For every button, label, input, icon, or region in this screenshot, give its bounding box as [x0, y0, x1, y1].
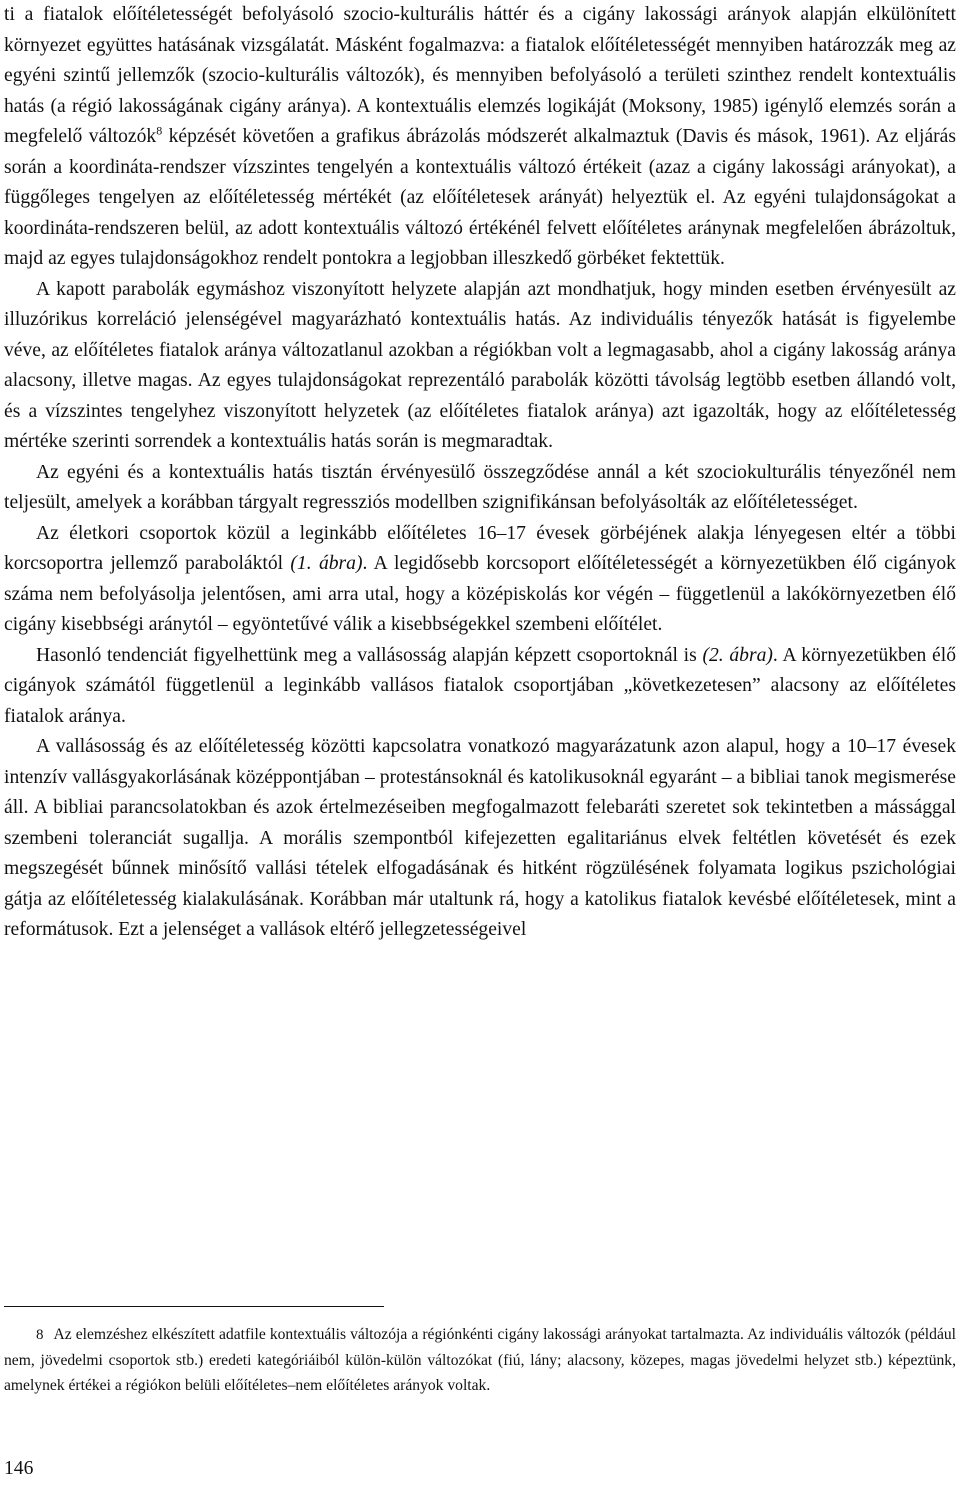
paragraph-text: Az életkori csoportok közül a leginkább előítéletes 16–17 évesek görbéjének alakja lényegesen eltér a többi korcsoportra jellemző paraboláktól	[4, 522, 956, 574]
paragraph-text: képzését követően a grafikus ábrázolás módszerét alkalmaztuk (Davis és mások, 1961). Az eljárás során a koordináta-rendszer vízszintes tengelyén a kontextuális változó értékeit (azaz a cigány lakossági arányokat), a függőleges tengelyen az előítéletesség mértékét (az előítéletesek arányát) helyeztük el. Az egyéni tulajdonságokat a koordináta-rendszeren belül, az adott kontextuális változó értékénél felvett előítéletes aránynak megfelelően ábrázoltuk, majd az egyes tulajdonságokhoz rendelt pontokra a legjobban illeszkedő görbéket fektettük.	[4, 126, 956, 269]
paragraph-text: Hasonló tendenciát figyelhettünk meg a vallásosság alapján képzett csoportoknál is	[36, 644, 703, 666]
figure-reference: (2. ábra)	[702, 644, 773, 666]
paragraph-text: . A környezetükben élő cigányok számától függetlenül a leginkább vallásos fiatalok csoportjában „következetesen” alacsony az előítéletes fiatalok aránya.	[4, 644, 956, 727]
paragraph	[4, 519, 956, 641]
page-body	[4, 0, 956, 946]
paragraph-text: ti a fiatalok előítéletességét befolyásoló szocio-kulturális háttér és a cigány lakossági arányok alapján elkülönített környezet együttes hatásának vizsgálatát. Másként fogalmazva: a fiatalok előítéletességét mennyiben határozzák meg az egyéni szintű jellemzők (szocio-kulturális változók), és mennyiben befolyásoló a területi szinthez rendelt kontextuális hatás (a régió lakosságának cigány aránya). A kontextuális elemzés logikáját (Moksony, 1985) igénylő elemzés során a megfelelő változók	[4, 4, 956, 147]
paragraph	[4, 458, 956, 519]
paragraph	[4, 275, 956, 458]
footnote-mark: 8	[36, 1327, 44, 1343]
paragraph-text: . A legidősebb korcsoport előítéletességét a környezetükben élő cigányok száma nem befolyásolja jelentősen, ami arra utal, hogy a középiskolás kor végén – függetlenül a lakókörnyezetben élő cigány kisebbségi aránytól – egyöntetűvé válik a kisebbségekkel szembeni előítélet.	[4, 553, 956, 635]
paragraph	[4, 732, 956, 946]
footnote	[4, 1322, 956, 1398]
paragraph	[4, 641, 956, 733]
footnote-text: Az elemzéshez elkészített adatfile kontextuális változója a régiónkénti cigány lakossági arányokat tartalmazta. Az individuális változók (például nem, jövedelmi csoportok stb.) eredeti kategóriáiból külön-külön változókat (fiú, lány; alacsony, közepes, magas jövedelmi helyzet stb.) képeztünk, amelynek értékei a régiókon belüli előítéletes–nem előítéletes arányok voltak.	[4, 1326, 956, 1394]
page-number: 146	[4, 1458, 34, 1479]
paragraph	[4, 0, 956, 275]
footnote-reference: 8	[156, 123, 163, 138]
main-text	[4, 0, 956, 946]
paragraph-text: Az egyéni és a kontextuális hatás tisztán érvényesülő összegződése annál a két szociokulturális tényezőnél nem teljesült, amelyek a korábban tárgyalt regressziós modellben szignifikánsan befolyásolták az előítéletességet.	[4, 461, 956, 513]
paragraph-text: A kapott parabolák egymáshoz viszonyított helyzete alapján azt mondhatjuk, hogy minden esetben érvényesült az illuzórikus korreláció jelenségével magyarázható kontextuális hatás. Az individuális tényezők hatását is figyelembe véve, az előítéletes fiatalok aránya változatlanul azokban a régiókban volt a legmagasabb, ahol a cigány lakosság aránya alacsony, illetve magas. Az egyes tulajdonságokat reprezentáló parabolák közötti távolság legtöbb esetben állandó volt, és a vízszintes tengelyhez viszonyított helyzetek (az előítéletes fiatalok aránya) azt igazolták, hogy az előítéletesség mértéke szerinti sorrendek a kontextuális hatás során is megmaradtak.	[4, 278, 956, 452]
paragraph-text: A vallásosság és az előítéletesség közötti kapcsolatra vonatkozó magyarázatunk azon alapul, hogy a 10–17 évesek intenzív vallásgyakorlásának középpontjában – protestánsoknál és katolikusoknál egyaránt – a bibliai tanok megismerése áll. A bibliai parancsolatokban és azok értelmezéseiben megfogalmazott felebaráti szeretet sok tekintetben a mássággal szembeni toleranciát sugallja. A morális szempontból kifejezetten egalitariánus elvek feltétlen követését és ezek megszegését bűnnek minősítő vallási tételek elfogadásának és hitként rögzülésének folyamata logikus pszichológiai gátja az előítéletesség kialakulásának. Korábban már utaltunk rá, hogy a katolikus fiatalok kevésbé előítéletesek, mint a reformátusok. Ezt a jelenséget a vallások eltérő jellegzetességeivel	[4, 736, 956, 940]
figure-reference: (1. ábra)	[290, 553, 363, 574]
footnote-separator	[4, 1306, 384, 1307]
